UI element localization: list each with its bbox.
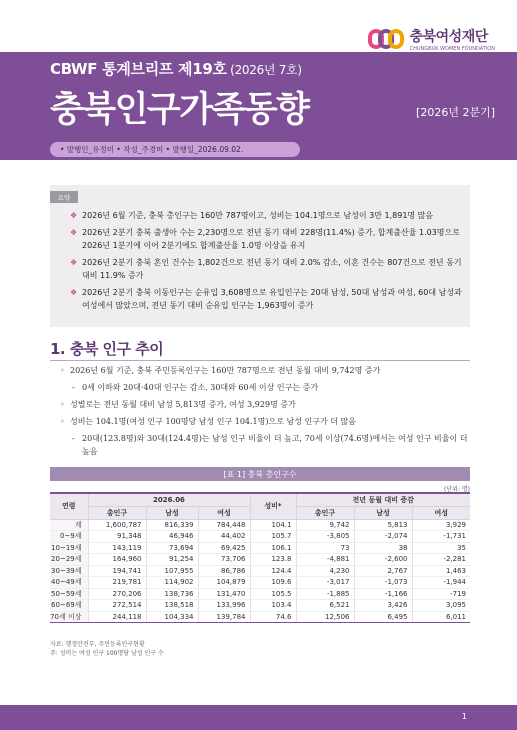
table-cell: 6,521	[296, 600, 354, 612]
table-cell: 109.6	[250, 577, 296, 589]
table-cell: 6,011	[412, 611, 470, 623]
table-title: [표 1] 충북 총인구수	[50, 467, 470, 481]
table-cell: 30~39세	[50, 565, 88, 577]
page-number: 1	[461, 712, 467, 721]
table-cell: 35	[412, 542, 470, 554]
table-cell: 50~59세	[50, 588, 88, 600]
table-cell: 105.5	[250, 588, 296, 600]
table-cell: 40~49세	[50, 577, 88, 589]
publication-meta: • 발행인_유정미 • 작성_주경미 • 발행일_2026.09.02.	[50, 142, 300, 157]
table-cell: 46,946	[146, 531, 198, 543]
summary-box	[50, 185, 470, 327]
list-item: ◦ 성별로는 전년 동월 대비 남성 5,813명 증가, 여성 3,929명 증가	[60, 400, 296, 409]
table-cell: 139,784	[198, 611, 250, 623]
summary-list	[70, 209, 466, 316]
table-cell: 784,448	[198, 519, 250, 531]
table-cell: -1,166	[354, 588, 412, 600]
table-row	[50, 554, 470, 566]
population-table	[50, 492, 470, 623]
table-cell: 138,736	[146, 588, 198, 600]
table-cell: 1,600,787	[88, 519, 146, 531]
table-row	[50, 519, 470, 531]
header-female: 여성	[198, 506, 250, 519]
brand-logo	[368, 26, 495, 52]
table-cell: 816,339	[146, 519, 198, 531]
summary-item: ❖ 2026년 2분기 충북 혼인 건수는 1,802건으로 전년 동기 대비 2.0% 감소, 이혼 건수는 807건으로 전년 동기 대비 11.9% 증가	[70, 258, 462, 280]
table-cell: 3,426	[354, 600, 412, 612]
table-cell: 73,706	[198, 554, 250, 566]
table-cell: -4,881	[296, 554, 354, 566]
table-cell: 20~29세	[50, 554, 88, 566]
table-cell: 272,514	[88, 600, 146, 612]
table-cell: 104,334	[146, 611, 198, 623]
section-body	[60, 364, 470, 462]
table-cell: 103.4	[250, 600, 296, 612]
table-cell: 5,813	[354, 519, 412, 531]
table-cell: -2,281	[412, 554, 470, 566]
section-title: 1. 충북 인구 추이	[50, 340, 164, 358]
header-male: 남성	[146, 506, 198, 519]
table-cell: 91,254	[146, 554, 198, 566]
table-cell: 105.7	[250, 531, 296, 543]
list-item: - 20대(123.8명)와 30대(124.4명)는 남성 인구 비율이 더 높고, 70세 이상(74.6명)에서는 여성 인구 비율이 더 높음	[72, 434, 468, 456]
table-notes	[50, 640, 164, 658]
table-cell: -1,731	[412, 531, 470, 543]
table-row	[50, 542, 470, 554]
table-cell: -719	[412, 588, 470, 600]
table-row	[50, 588, 470, 600]
table-cell: 143,119	[88, 542, 146, 554]
table-cell: 91,348	[88, 531, 146, 543]
header-male-change: 남성	[354, 506, 412, 519]
header-age: 연령	[50, 493, 88, 519]
logo-mark-icon	[368, 29, 404, 49]
footer-band	[0, 705, 517, 730]
table-cell: 106.1	[250, 542, 296, 554]
table-cell: 3,095	[412, 600, 470, 612]
table-cell: 86,786	[198, 565, 250, 577]
table-cell: 73	[296, 542, 354, 554]
summary-item: ❖ 2026년 2분기 충북 출생아 수는 2,230명으로 전년 동기 대비 228명(11.4%) 증가, 합계출산율 1.03명으로 2026년 1분기에 이어 2분기에도 합계출산율 1.0명 이상을 유지	[70, 228, 460, 250]
list-item: ◦ 성비는 104.1명(여성 인구 100명당 남성 인구 104.1명)으로 남성 인구가 더 많음	[60, 417, 356, 426]
header-female-change: 여성	[412, 506, 470, 519]
page-title: 충북인구가족동향	[50, 90, 309, 130]
diamond-icon: ❖	[70, 211, 78, 220]
table-cell: 244,118	[88, 611, 146, 623]
diamond-icon: ❖	[70, 288, 78, 297]
table-cell: -3,805	[296, 531, 354, 543]
source-note: 자료: 행정안전부, 주민등록인구현황	[50, 641, 145, 648]
table-cell: 133,996	[198, 600, 250, 612]
table-cell: 0~9세	[50, 531, 88, 543]
list-item: - 0세 이하와 20대·40대 인구는 감소, 30대와 60세 이상 인구는 증가	[72, 383, 319, 392]
table-cell: 12,506	[296, 611, 354, 623]
table-cell: 3,929	[412, 519, 470, 531]
table-cell: 1,463	[412, 565, 470, 577]
table-cell: 60~69세	[50, 600, 88, 612]
table-cell: 104,879	[198, 577, 250, 589]
summary-label: 요약	[50, 191, 78, 203]
table-cell: 70세 이상	[50, 611, 88, 623]
summary-item: ❖ 2026년 6월 기준, 충북 총인구는 160만 787명이고, 성비는 104.1명으로 남성이 3만 1,891명 많음	[70, 211, 434, 220]
brand-sub: CHUNGBUK WOMEN FOUNDATION	[409, 46, 495, 52]
table-row	[50, 565, 470, 577]
table-cell: -2,074	[354, 531, 412, 543]
diamond-icon: ❖	[70, 228, 78, 237]
table-cell: 107,955	[146, 565, 198, 577]
table-cell: 131,470	[198, 588, 250, 600]
table-cell: 124.4	[250, 565, 296, 577]
table-cell: 69,425	[198, 542, 250, 554]
table-cell: 164,960	[88, 554, 146, 566]
table-cell: -3,017	[296, 577, 354, 589]
table-cell: -1,073	[354, 577, 412, 589]
summary-item: ❖ 2026년 2분기 충북 이동인구는 순유입 3,608명으로 유입인구는 20대 남성, 50대 남성과 여성, 60대 남성과 여성에서 많았으며, 전년 동기 대비 순유입 인구는 1,963명이 증가	[70, 288, 462, 310]
table-cell: 6,495	[354, 611, 412, 623]
table-cell: 2,767	[354, 565, 412, 577]
table-cell: 38	[354, 542, 412, 554]
table-cell: 계	[50, 519, 88, 531]
table-cell: -1,885	[296, 588, 354, 600]
table-cell: 10~19세	[50, 542, 88, 554]
table-cell: 219,781	[88, 577, 146, 589]
table-cell: 104.1	[250, 519, 296, 531]
footnote: 주: 성비는 여성 인구 100명당 남성 인구 수	[50, 650, 164, 657]
table-unit: (단위: 명)	[444, 486, 470, 493]
table-cell: 74.6	[250, 611, 296, 623]
table-cell: -1,944	[412, 577, 470, 589]
brand-name: 충북여성재단	[409, 29, 488, 45]
diamond-icon: ❖	[70, 258, 78, 267]
table-cell: 194,741	[88, 565, 146, 577]
header-total-change: 총인구	[296, 506, 354, 519]
header-change: 전년 동월 대비 증감	[296, 493, 470, 506]
header-total: 총인구	[88, 506, 146, 519]
header-ratio: 성비*	[250, 493, 296, 519]
table-cell: 9,742	[296, 519, 354, 531]
table-cell: 123.8	[250, 554, 296, 566]
list-item: ◦ 2026년 6월 기준, 충북 주민등록인구는 160만 787명으로 전년 동월 대비 9,742명 증가	[60, 366, 381, 375]
table-cell: 4,230	[296, 565, 354, 577]
header-period: 2026.06	[88, 493, 250, 506]
table-row	[50, 577, 470, 589]
table-cell: 270,206	[88, 588, 146, 600]
quarter-label: [2026년 2분기]	[416, 106, 495, 119]
table-row	[50, 600, 470, 612]
table-row	[50, 611, 470, 623]
table-cell: 114,902	[146, 577, 198, 589]
table-cell: 73,694	[146, 542, 198, 554]
section-divider	[50, 360, 470, 361]
table-cell: 44,402	[198, 531, 250, 543]
table-cell: 138,518	[146, 600, 198, 612]
series-title: CBWF 통계브리프 제19호 (2026년 7호)	[50, 60, 302, 78]
table-row	[50, 531, 470, 543]
table-cell: -2,600	[354, 554, 412, 566]
